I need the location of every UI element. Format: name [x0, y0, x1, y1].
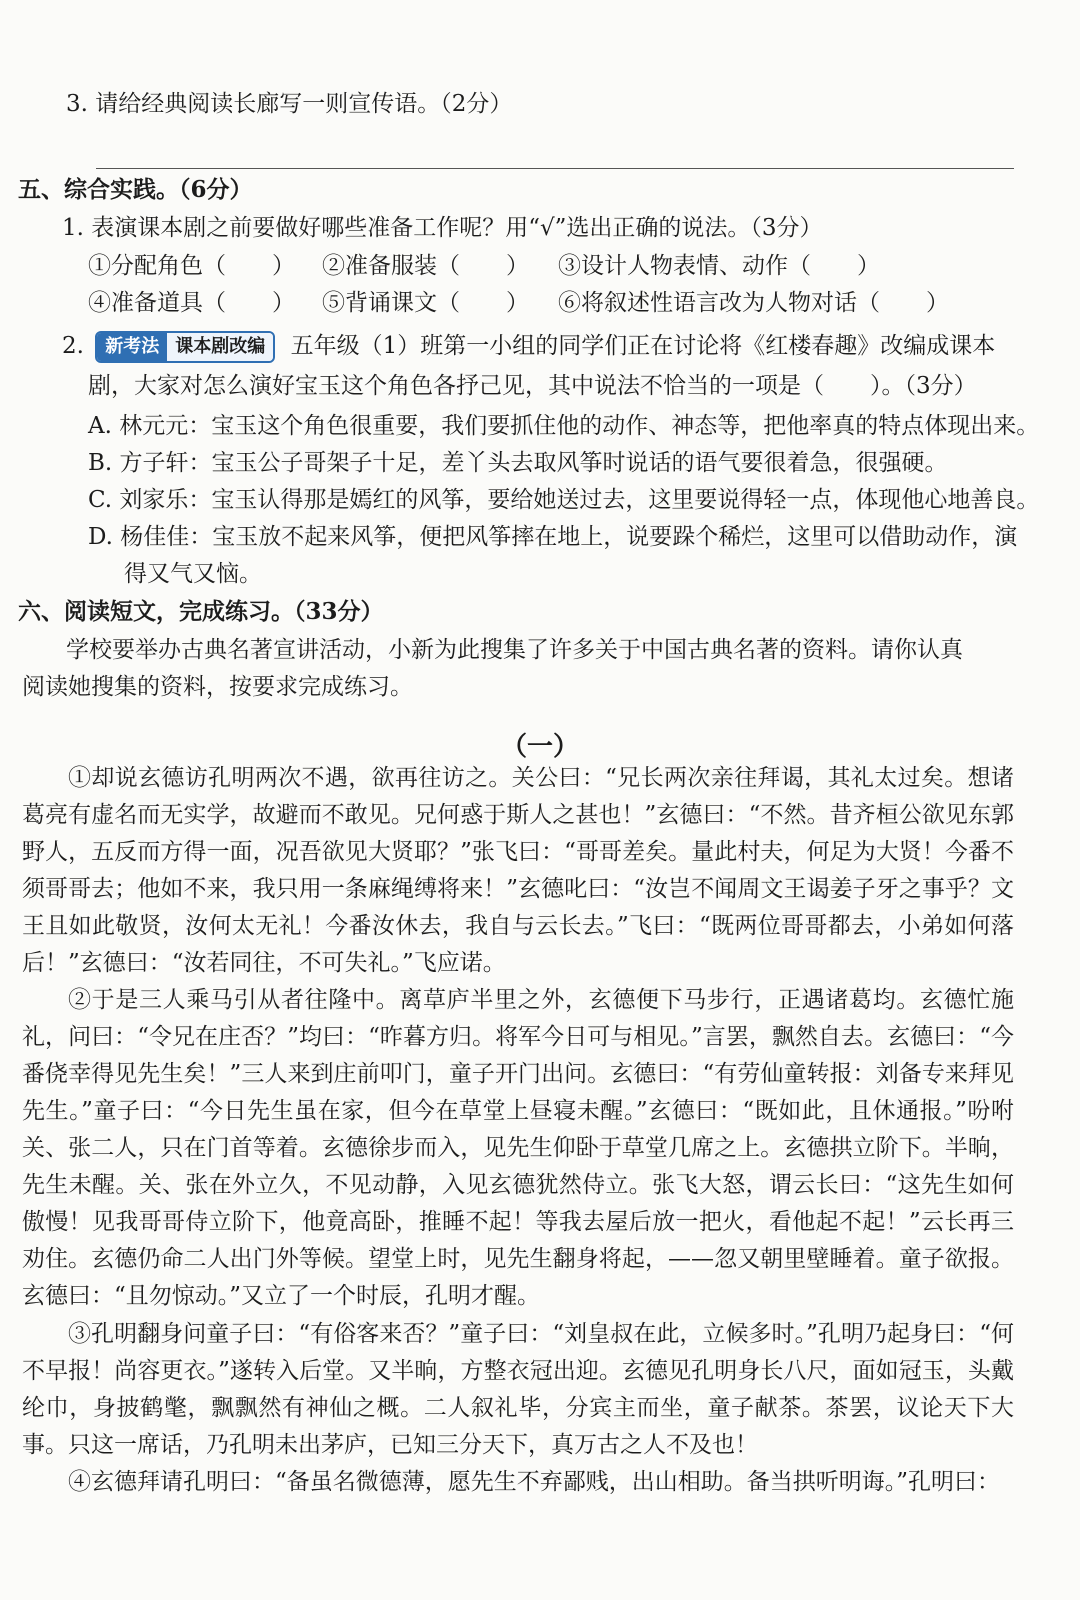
- part-one-title: （一）: [500, 732, 579, 762]
- q2-text-line1: 五年级（1）班第一小组的同学们正在讨论将《红楼春趣》改编成课本: [290, 333, 996, 359]
- s6-intro-line1: 学校要举办古典名著宣讲活动，小新为此搜集了许多关于中国古典名著的资料。请你认真: [66, 637, 963, 663]
- s5-question-2: [62, 330, 995, 363]
- q2-number: 2.: [62, 333, 84, 359]
- tag-script-adaptation: 课本剧改编: [167, 333, 273, 361]
- option-2[interactable]: ②准备服装（ ）: [322, 253, 529, 279]
- option-6[interactable]: ⑥将叙述性语言改为人物对话（ ）: [558, 290, 949, 316]
- choice-c: C. 刘家乐：宝玉认得那是嫣红的风筝，要给她送过去，这里要说得轻一点，体现他心地善良。: [88, 487, 1040, 513]
- option-4[interactable]: ④准备道具（ ）: [88, 290, 295, 316]
- s6-intro-line2: 阅读她搜集的资料，按要求完成练习。: [22, 674, 413, 700]
- answer-line[interactable]: [96, 168, 1014, 169]
- option-3[interactable]: ③设计人物表情、动作（ ）: [558, 253, 880, 279]
- tag-new-method: 新考法: [97, 333, 167, 361]
- new-exam-tag: [95, 331, 275, 363]
- section-6-heading: 六、阅读短文，完成练习。（33分）: [18, 598, 384, 625]
- choice-a: A. 林元元：宝玉这个角色很重要，我们要抓住他的动作、神态等，把他率真的特点体现出来。: [88, 413, 1040, 439]
- paragraph-2: ②于是三人乘马引从者往隆中。离草庐半里之外，玄德便下马步行，正遇诸葛均。玄德忙施礼，问曰：“令兄在庄否？”均曰：“昨暮方归。将军今日可与相见。”言罢，飘然自去。玄德曰：“今番侥幸得见先生矣！”三人来到庄前叩门，童子开门出问。玄德曰：“有劳仙童转报：刘备专来拜见先生。”童子曰：“今日先生虽在家，但今在草堂上昼寝未醒。”玄德曰：“既如此，且休通报。”吩咐关、张二人，只在门首等着。玄德徐步而入，见先生仰卧于草堂几席之上。玄德拱立阶下。半晌，先生未醒。关、张在外立久，不见动静，入见玄德犹然侍立。张飞大怒，谓云长曰：“这先生如何傲慢！见我哥哥侍立阶下，他竟高卧，推睡不起！等我去屋后放一把火，看他起不起！”云长再三劝住。玄德仍命二人出门外等候。望堂上时，见先生翻身将起，——忽又朝里壁睡着。童子欲报。玄德曰：“且勿惊动。”又立了一个时辰，孔明才醒。: [22, 987, 1014, 1309]
- s5-question-1: 1. 表演课本剧之前要做好哪些准备工作呢？用“√”选出正确的说法。（3分）: [62, 215, 823, 241]
- option-5[interactable]: ⑤背诵课文（ ）: [322, 290, 529, 316]
- section-5-heading: 五、综合实践。（6分）: [18, 176, 253, 203]
- paragraph-3: ③孔明翻身问童子曰：“有俗客来否？”童子曰：“刘皇叔在此，立候多时。”孔明乃起身曰：“何不早报！尚容更衣。”遂转入后堂。又半晌，方整衣冠出迎。玄德见孔明身长八尺，面如冠玉，头戴纶巾，身披鹤氅，飘飘然有神仙之概。二人叙礼毕，分宾主而坐，童子献茶。茶罢，议论天下大事。只这一席话，乃孔明未出茅庐，已知三分天下，真万古之人不及也！: [22, 1321, 1014, 1458]
- option-1[interactable]: ①分配角色（ ）: [88, 253, 295, 279]
- question-3: 3. 请给经典阅读长廊写一则宣传语。（2分）: [66, 91, 513, 117]
- paragraph-1: ①却说玄德访孔明两次不遇，欲再往访之。关公曰：“兄长两次亲往拜谒，其礼太过矣。想诸葛亮有虚名而无实学，故避而不敢见。兄何惑于斯人之甚也！”玄德曰：“不然。昔齐桓公欲见东郭野人，五反而方得一面，况吾欲见大贤耶？”张飞曰：“哥哥差矣。量此村夫，何足为大贤！今番不须哥哥去；他如不来，我只用一条麻绳缚将来！”玄德叱曰：“汝岂不闻周文王谒姜子牙之事乎？文王且如此敬贤，汝何太无礼！今番汝休去，我自与云长去。”飞曰：“既两位哥哥都去，小弟如何落后！”玄德曰：“汝若同往，不可失礼。”飞应诺。: [22, 765, 1014, 976]
- choice-d-cont: 得又气又恼。: [124, 561, 262, 587]
- choice-d: D. 杨佳佳：宝玉放不起来风筝，便把风筝摔在地上，说要跺个稀烂，这里可以借助动作，演: [88, 524, 1018, 550]
- paragraph-4: ④玄德拜请孔明曰：“备虽名微德薄，愿先生不弃鄙贱，出山相助。备当拱听明诲。”孔明曰：: [68, 1469, 1001, 1495]
- choice-b: B. 方子轩：宝玉公子哥架子十足，差丫头去取风筝时说话的语气要很着急，很强硬。: [88, 450, 948, 476]
- q2-text-line2: 剧，大家对怎么演好宝玉这个角色各抒己见，其中说法不恰当的一项是（ ）。（3分）: [88, 373, 977, 399]
